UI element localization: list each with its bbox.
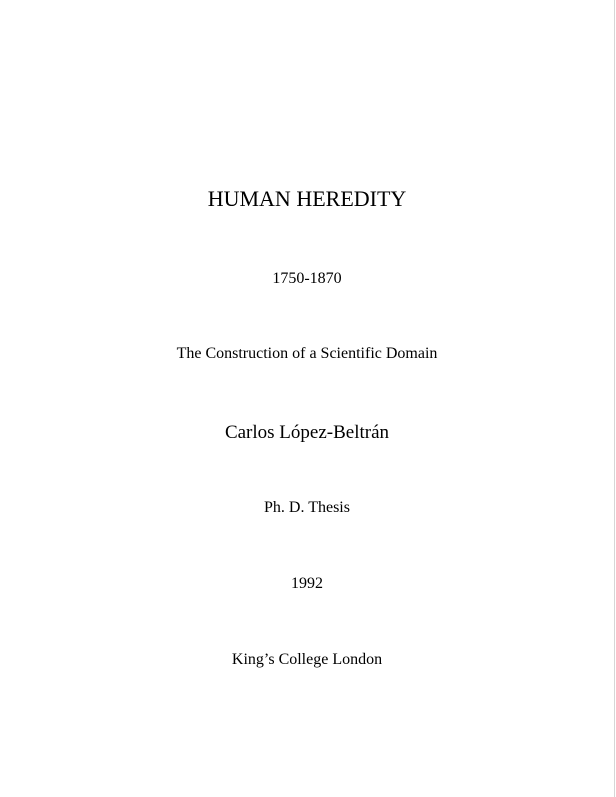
period-range: 1750-1870 [272, 270, 342, 287]
thesis-title: HUMAN HEREDITY [207, 186, 407, 211]
submission-year: 1992 [291, 575, 323, 592]
institution-name: King’s College London [231, 651, 383, 668]
thesis-subtitle: The Construction of a Scientific Domain [176, 345, 438, 362]
author-name: Carlos López-Beltrán [224, 422, 390, 443]
degree-label: Ph. D. Thesis [264, 499, 350, 516]
